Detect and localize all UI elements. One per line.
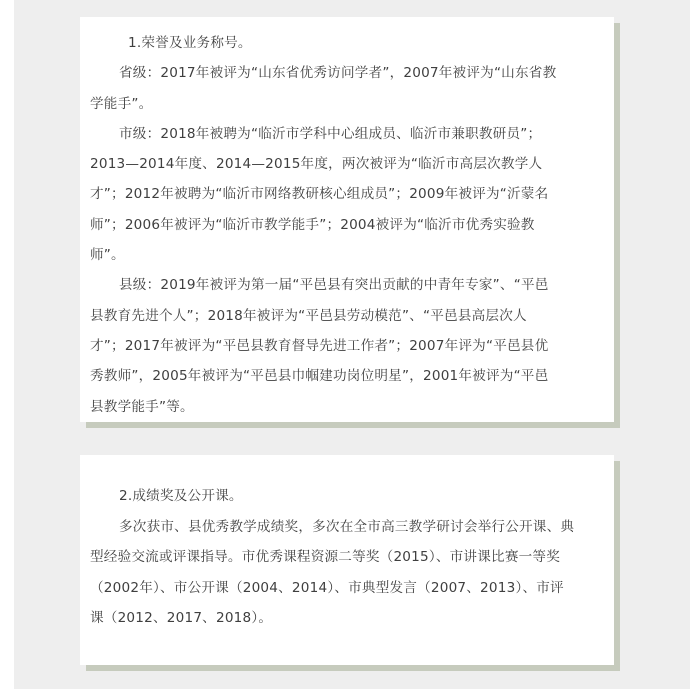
honors-line: 秀教师”，2005年被评为“平邑县巾帼建功岗位明星”，2001年被评为“平邑: [90, 368, 549, 385]
awards-line: 多次获市、县优秀教学成绩奖，多次在全市高三教学研讨会举行公开课、典: [119, 518, 575, 535]
honors-heading: 1.荣誉及业务称号。: [128, 35, 252, 51]
honors-line: 市级：2018年被聘为“临沂市学科中心组成员、临沂市兼职教研员”；: [119, 125, 542, 142]
honors-line: 才”；2012年被聘为“临沂市网络教研核心组成员”；2009年被评为“沂蒙名: [90, 186, 549, 203]
honors-line: 县教育先进个人”；2018年被评为“平邑县劳动模范”、“平邑县高层次人: [90, 307, 527, 324]
awards-line: 型经验交流或评课指导。市优秀课程资源二等奖（2015）、市讲课比赛一等奖: [90, 549, 560, 566]
honors-line: 县教学能手”等。: [90, 398, 194, 415]
honors-line: 才”；2017年被评为“平邑县教育督导先进工作者”；2007年评为“平邑县优: [90, 337, 549, 354]
awards-line: 课（2012、2017、2018）。: [90, 610, 273, 627]
honors-line: 2013—2014年度、2014—2015年度，两次被评为“临沂市高层次教学人: [90, 156, 543, 173]
honors-line: 师”。: [90, 247, 125, 264]
honors-card: [80, 17, 614, 422]
honors-line: 学能手”。: [90, 95, 153, 112]
honors-line: 县级：2019年被评为第一届“平邑县有突出贡献的中青年专家”、“平邑: [119, 277, 549, 294]
honors-line: 师”；2006年被评为“临沂市教学能手”；2004被评为“临沂市优秀实验教: [90, 216, 535, 233]
honors-line: 省级：2017年被评为“山东省优秀访问学者”，2007年被评为“山东省教: [119, 65, 557, 82]
awards-card: [80, 455, 614, 665]
awards-heading: 2.成绩奖及公开课。: [119, 488, 243, 504]
awards-line: （2002年）、市公开课（2004、2014）、市典型发言（2007、2013）、市评: [90, 579, 564, 596]
